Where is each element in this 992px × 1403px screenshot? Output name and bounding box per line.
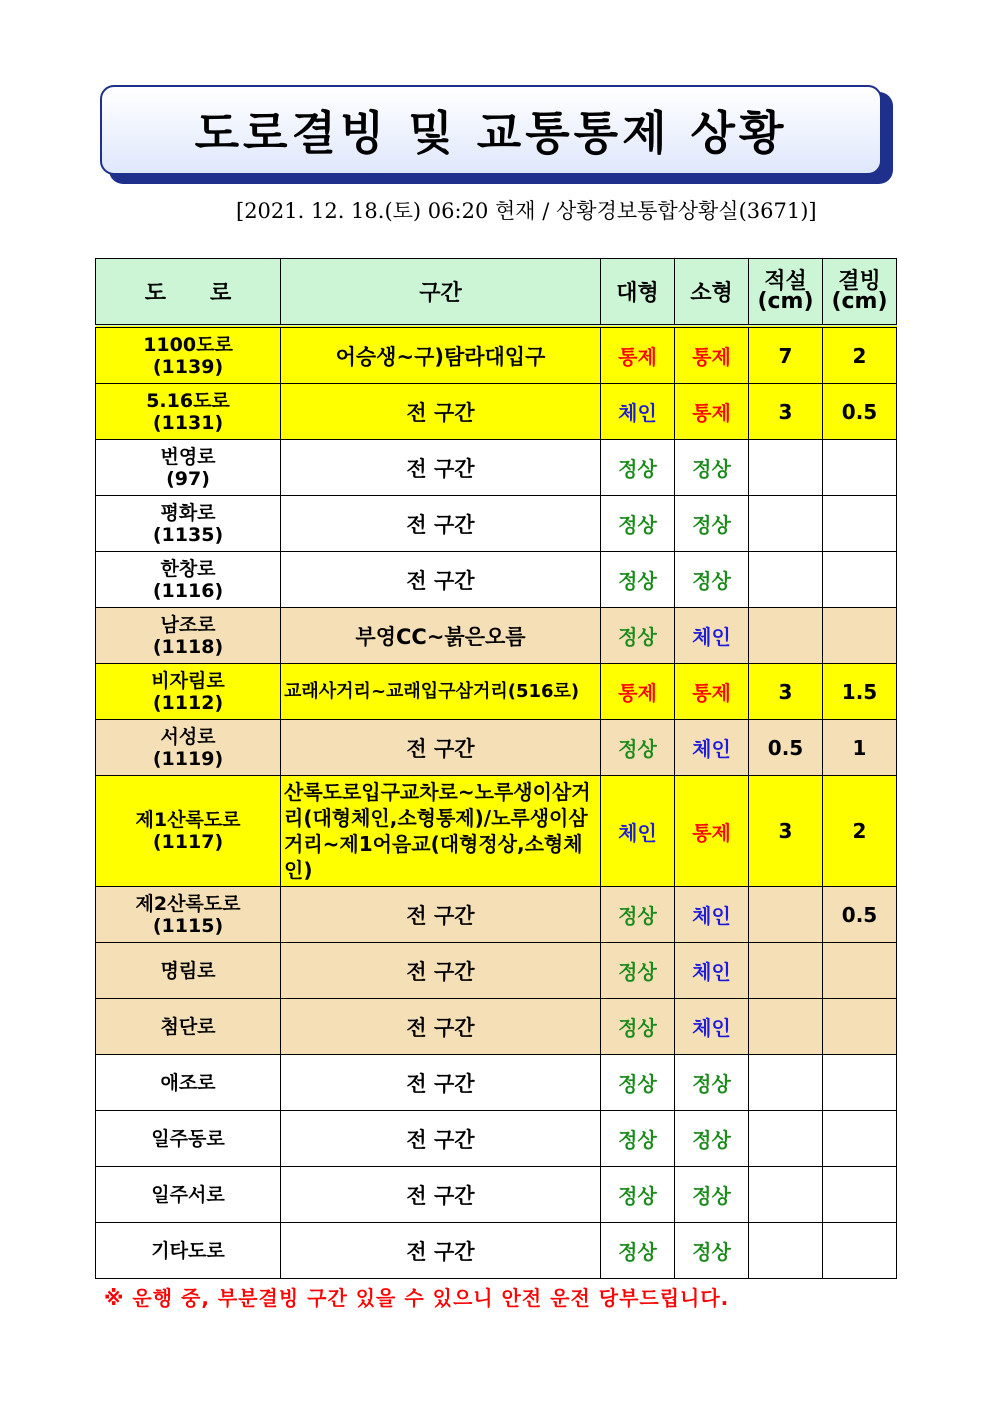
- road-name: 일주동로: [151, 1127, 225, 1150]
- road-cell: [96, 776, 281, 887]
- road-name: 일주서로: [151, 1183, 225, 1206]
- road-number: (1119): [152, 747, 224, 770]
- road-number: (1118): [152, 635, 224, 658]
- snow-depth-value: [749, 1055, 823, 1111]
- ice-depth-value: [823, 552, 897, 608]
- page-title: 도로결빙 및 교통통제 상황: [194, 106, 788, 160]
- snow-depth-value: [749, 1111, 823, 1167]
- table-row: [96, 440, 897, 496]
- large-vehicle-status: 정상: [601, 496, 675, 552]
- section-cell: 어승생~구)탐라대입구: [281, 326, 601, 384]
- snow-depth-value: 3: [749, 664, 823, 720]
- road-cell: [96, 1055, 281, 1111]
- road-name: 첨단로: [160, 1015, 216, 1038]
- large-vehicle-status: 체인: [601, 384, 675, 440]
- small-vehicle-status: 정상: [675, 440, 749, 496]
- road-cell: [96, 552, 281, 608]
- road-number: (1131): [152, 411, 224, 434]
- small-vehicle-status: 통제: [675, 776, 749, 887]
- ice-depth-value: 1: [823, 720, 897, 776]
- header-road: 도 로: [96, 259, 281, 327]
- snow-depth-value: [749, 496, 823, 552]
- table-body: [96, 326, 897, 1279]
- snow-depth-value: [749, 1223, 823, 1279]
- small-vehicle-status: 정상: [675, 1111, 749, 1167]
- section-cell: 전 구간: [281, 887, 601, 943]
- ice-depth-value: [823, 1223, 897, 1279]
- table-row: [96, 608, 897, 664]
- section-cell: 전 구간: [281, 720, 601, 776]
- road-name: 제2산록도로: [135, 892, 241, 915]
- road-name: 평화로: [160, 501, 216, 524]
- table-row: [96, 1111, 897, 1167]
- table-row: [96, 1223, 897, 1279]
- ice-depth-value: [823, 1111, 897, 1167]
- header-ice-label: 결빙: [838, 268, 881, 294]
- large-vehicle-status: 정상: [601, 887, 675, 943]
- section-cell: 부영CC~붉은오름: [281, 608, 601, 664]
- table-row: [96, 1055, 897, 1111]
- snow-depth-value: [749, 552, 823, 608]
- road-cell: [96, 1167, 281, 1223]
- header-section: 구간: [281, 259, 601, 327]
- table-row: [96, 943, 897, 999]
- snow-depth-value: 3: [749, 384, 823, 440]
- small-vehicle-status: 정상: [675, 496, 749, 552]
- ice-depth-value: [823, 1167, 897, 1223]
- road-cell: [96, 1223, 281, 1279]
- section-cell: 전 구간: [281, 552, 601, 608]
- snow-depth-value: [749, 608, 823, 664]
- table-header-row: [96, 259, 897, 327]
- road-cell: [96, 326, 281, 384]
- small-vehicle-status: 체인: [675, 999, 749, 1055]
- large-vehicle-status: 정상: [601, 1111, 675, 1167]
- large-vehicle-status: 정상: [601, 608, 675, 664]
- road-number: (1135): [152, 523, 224, 546]
- road-cell: [96, 887, 281, 943]
- header-ice-unit: (cm): [831, 288, 888, 314]
- section-cell: 전 구간: [281, 496, 601, 552]
- large-vehicle-status: 통제: [601, 326, 675, 384]
- section-cell: 전 구간: [281, 999, 601, 1055]
- small-vehicle-status: 정상: [675, 1167, 749, 1223]
- large-vehicle-status: 통제: [601, 664, 675, 720]
- large-vehicle-status: 정상: [601, 1167, 675, 1223]
- small-vehicle-status: 체인: [675, 943, 749, 999]
- large-vehicle-status: 정상: [601, 1223, 675, 1279]
- large-vehicle-status: 정상: [601, 999, 675, 1055]
- road-cell: [96, 999, 281, 1055]
- ice-depth-value: 1.5: [823, 664, 897, 720]
- large-vehicle-status: 정상: [601, 720, 675, 776]
- section-cell: 전 구간: [281, 440, 601, 496]
- section-cell: 전 구간: [281, 943, 601, 999]
- small-vehicle-status: 체인: [675, 720, 749, 776]
- road-name: 명림로: [160, 959, 216, 982]
- snow-depth-value: 7: [749, 326, 823, 384]
- table-row: [96, 720, 897, 776]
- road-number: (1115): [152, 914, 224, 937]
- section-cell: 전 구간: [281, 1223, 601, 1279]
- section-cell: 교래사거리~교래입구삼거리(516로): [281, 664, 601, 720]
- road-cell: [96, 664, 281, 720]
- ice-depth-value: 2: [823, 776, 897, 887]
- table-row: [96, 326, 897, 384]
- road-name: 번영로: [160, 445, 216, 468]
- ice-depth-value: 0.5: [823, 887, 897, 943]
- table-row: [96, 384, 897, 440]
- road-name: 한창로: [160, 557, 216, 580]
- road-cell: [96, 440, 281, 496]
- large-vehicle-status: 정상: [601, 943, 675, 999]
- table-row: [96, 999, 897, 1055]
- table-row: [96, 496, 897, 552]
- ice-depth-value: 2: [823, 326, 897, 384]
- road-cell: [96, 1111, 281, 1167]
- ice-depth-value: [823, 999, 897, 1055]
- snow-depth-value: [749, 1167, 823, 1223]
- small-vehicle-status: 정상: [675, 1055, 749, 1111]
- road-name: 5.16도로: [146, 389, 230, 412]
- road-cell: [96, 943, 281, 999]
- road-name: 애조로: [160, 1071, 216, 1094]
- snow-depth-value: 3: [749, 776, 823, 887]
- large-vehicle-status: 정상: [601, 440, 675, 496]
- ice-depth-value: 0.5: [823, 384, 897, 440]
- road-name: 비자림로: [151, 669, 225, 692]
- road-name: 서성로: [160, 725, 216, 748]
- road-number: (1139): [152, 355, 224, 378]
- table-row: [96, 1167, 897, 1223]
- large-vehicle-status: 정상: [601, 1055, 675, 1111]
- small-vehicle-status: 체인: [675, 608, 749, 664]
- road-name: 1100도로: [143, 333, 233, 356]
- large-vehicle-status: 체인: [601, 776, 675, 887]
- small-vehicle-status: 통제: [675, 664, 749, 720]
- small-vehicle-status: 통제: [675, 326, 749, 384]
- ice-depth-value: [823, 943, 897, 999]
- section-cell: 전 구간: [281, 1111, 601, 1167]
- road-number: (1116): [152, 579, 224, 602]
- ice-depth-value: [823, 496, 897, 552]
- snow-depth-value: [749, 887, 823, 943]
- road-cell: [96, 608, 281, 664]
- snow-depth-value: [749, 440, 823, 496]
- snow-depth-value: 0.5: [749, 720, 823, 776]
- snow-depth-value: [749, 943, 823, 999]
- large-vehicle-status: 정상: [601, 552, 675, 608]
- header-snow-depth: [749, 259, 823, 327]
- table-row: [96, 664, 897, 720]
- road-status-table: [95, 258, 897, 1279]
- small-vehicle-status: 통제: [675, 384, 749, 440]
- road-cell: [96, 496, 281, 552]
- road-cell: [96, 384, 281, 440]
- table-row: [96, 552, 897, 608]
- section-cell: 전 구간: [281, 1055, 601, 1111]
- header-snow-label: 적설: [764, 268, 807, 294]
- title-box: [100, 85, 882, 175]
- header-ice-depth: [823, 259, 897, 327]
- road-name: 제1산록도로: [135, 809, 241, 831]
- ice-depth-value: [823, 440, 897, 496]
- small-vehicle-status: 정상: [675, 552, 749, 608]
- header-large-vehicle: 대형: [601, 259, 675, 327]
- small-vehicle-status: 체인: [675, 887, 749, 943]
- snow-depth-value: [749, 999, 823, 1055]
- table-row: [96, 887, 897, 943]
- section-cell: 산록도로입구교차로~노루생이삼거리(대형체인,소형통제)/노루생이삼거리~제1어음교(대형정상,소형체인): [281, 776, 601, 887]
- table-row: [96, 776, 897, 887]
- road-number: (1117): [152, 831, 224, 853]
- safety-note: ※ 운행 중, 부분결빙 구간 있을 수 있으니 안전 운전 당부드립니다.: [104, 1286, 730, 1310]
- road-name: 기타도로: [151, 1239, 225, 1262]
- road-number: (1112): [152, 691, 224, 714]
- section-cell: 전 구간: [281, 1167, 601, 1223]
- ice-depth-value: [823, 608, 897, 664]
- section-cell: 전 구간: [281, 384, 601, 440]
- report-timestamp: [2021. 12. 18.(토) 06:20 현재 / 상황경보통합상황실(3671)]: [236, 199, 817, 223]
- small-vehicle-status: 정상: [675, 1223, 749, 1279]
- road-cell: [96, 720, 281, 776]
- road-number: (97): [166, 467, 210, 490]
- ice-depth-value: [823, 1055, 897, 1111]
- header-snow-unit: (cm): [757, 288, 814, 314]
- header-small-vehicle: 소형: [675, 259, 749, 327]
- road-name: 남조로: [160, 613, 216, 636]
